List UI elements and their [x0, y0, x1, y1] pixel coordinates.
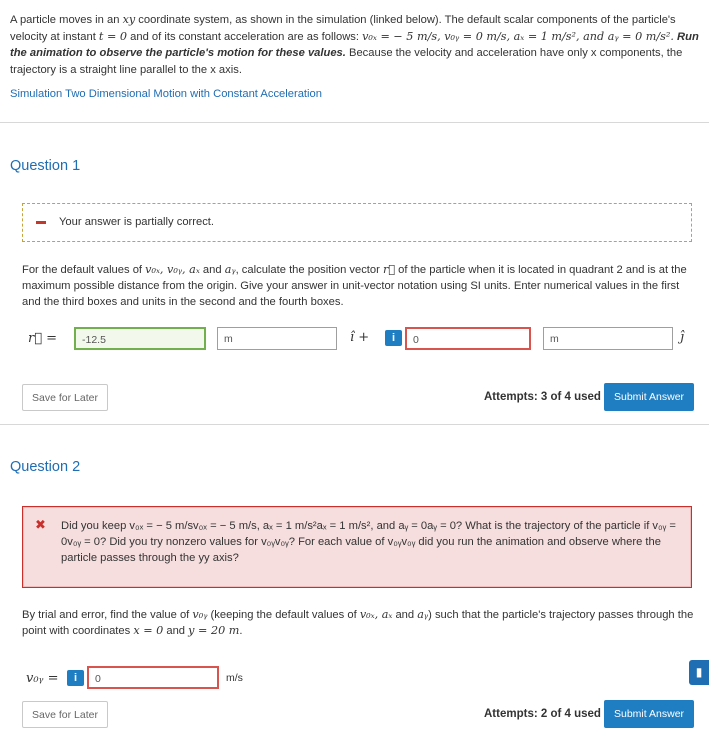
question-1-text — [22, 262, 694, 310]
y-unit-input[interactable]: m — [543, 327, 673, 350]
intro-run-instruction: Run the animation to observe the particle's motion for these values. — [10, 30, 699, 59]
q1-text-part: For the default values of — [22, 264, 146, 276]
q1-text-vars: v₀ₓ, v₀ᵧ, aₓ — [145, 263, 200, 276]
j-hat: ĵ — [680, 330, 685, 345]
question-1-title: Question 1 — [10, 158, 81, 174]
q2-text-part: ) such that the particle's trajectory passes through the point with coordinates — [22, 609, 694, 637]
error-x-icon: ✖ — [35, 517, 46, 532]
hint-message: Did you keep v₀ₓ = − 5 m/sv₀ₓ = − 5 m/s, aₓ = 1 m/s²aₓ = 1 m/s², and aᵧ = 0aᵧ = 0? What is the trajectory of the particle if v₀ᵧ = 0v₀ᵧ = 0? Did you try nonzero values for v₀ᵧv₀ᵧ? For each value of v₀ᵧv₀ᵧ did you run the animation and observe where the particle passes through the yy axis? — [61, 520, 676, 564]
save-for-later-button[interactable]: Save for Later — [22, 701, 108, 728]
q2-text-part: By trial and error, find the value of — [22, 609, 193, 621]
q2-text-v: v₀ᵧ — [192, 608, 208, 621]
info-button[interactable]: i — [67, 670, 84, 686]
intro-paragraph — [10, 12, 702, 78]
partial-icon — [36, 221, 46, 224]
feedback-icon[interactable]: ▮ — [689, 660, 709, 685]
v0y-label: v₀ᵧ = — [26, 671, 59, 686]
q2-text-part: and — [392, 609, 418, 621]
intro-text: coordinate system, as shown in the simulation (linked below). The default scalar components of the particle's velocity at instant — [10, 14, 676, 43]
intro-values: v₀ₓ = − 5 m/s, v₀ᵧ = 0 m/s, aₓ = 1 m/s², and aᵧ = 0 m/s². — [362, 29, 674, 43]
submit-answer-button[interactable]: Submit Answer — [604, 383, 694, 411]
attempts-counter: Attempts: 2 of 4 used — [484, 708, 601, 720]
intro-text: Because the velocity and acceleration have only x components, the trajectory is a straight line parallel to the x axis. — [10, 47, 683, 76]
q1-text-r: r⃗ — [382, 263, 396, 276]
partial-message: Your answer is partially correct. — [59, 216, 215, 228]
q2-text-ay: aᵧ — [417, 608, 429, 621]
q2-text-x: x = 0 — [133, 624, 164, 637]
y-value-input[interactable]: 0 — [405, 327, 531, 350]
q1-text-part: of the particle when it is located in quadrant 2 and is at the maximum possible distance from the origin. Give your answer in unit-vector notation using SI units. Enter numerical values in the first and the third boxes and units in the second and the fourth boxes. — [22, 264, 687, 308]
r-vector-label: r⃗ = — [28, 331, 58, 346]
info-button[interactable]: i — [385, 330, 402, 346]
attempts-counter: Attempts: 3 of 4 used — [484, 391, 601, 403]
q2-text-y: y = 20 m — [188, 624, 240, 637]
intro-xy: xy — [122, 13, 136, 26]
intro-text: and of its constant acceleration are as follows: — [127, 30, 363, 43]
q2-text-part: . — [239, 625, 243, 637]
submit-answer-button[interactable]: Submit Answer — [604, 700, 694, 728]
question-2-text — [22, 607, 694, 639]
divider — [0, 122, 709, 123]
v0y-unit: m/s — [226, 672, 243, 684]
q1-text-ay: aᵧ — [224, 263, 236, 276]
q2-text-part: and — [163, 625, 189, 637]
x-value-input[interactable]: -12.5 — [74, 327, 206, 350]
simulation-link[interactable]: Simulation Two Dimensional Motion with Constant Acceleration — [10, 88, 322, 100]
save-for-later-button[interactable]: Save for Later — [22, 384, 108, 411]
intro-t: t = 0 — [98, 29, 128, 43]
q1-text-part: , calculate the position vector — [235, 264, 383, 276]
i-hat-plus: î + — [350, 330, 370, 345]
x-unit-input[interactable]: m — [217, 327, 337, 350]
v0y-input[interactable]: 0 — [87, 666, 219, 689]
q2-text-part: (keeping the default values of — [207, 609, 360, 621]
partial-correct-banner — [22, 203, 692, 242]
divider — [0, 424, 709, 425]
q2-text-vars: v₀ₓ, aₓ — [359, 608, 393, 621]
intro-text: A particle moves in an — [10, 14, 123, 26]
q1-text-part: and — [199, 264, 225, 276]
incorrect-hint-banner — [22, 506, 692, 588]
question-2-title: Question 2 — [10, 459, 81, 475]
